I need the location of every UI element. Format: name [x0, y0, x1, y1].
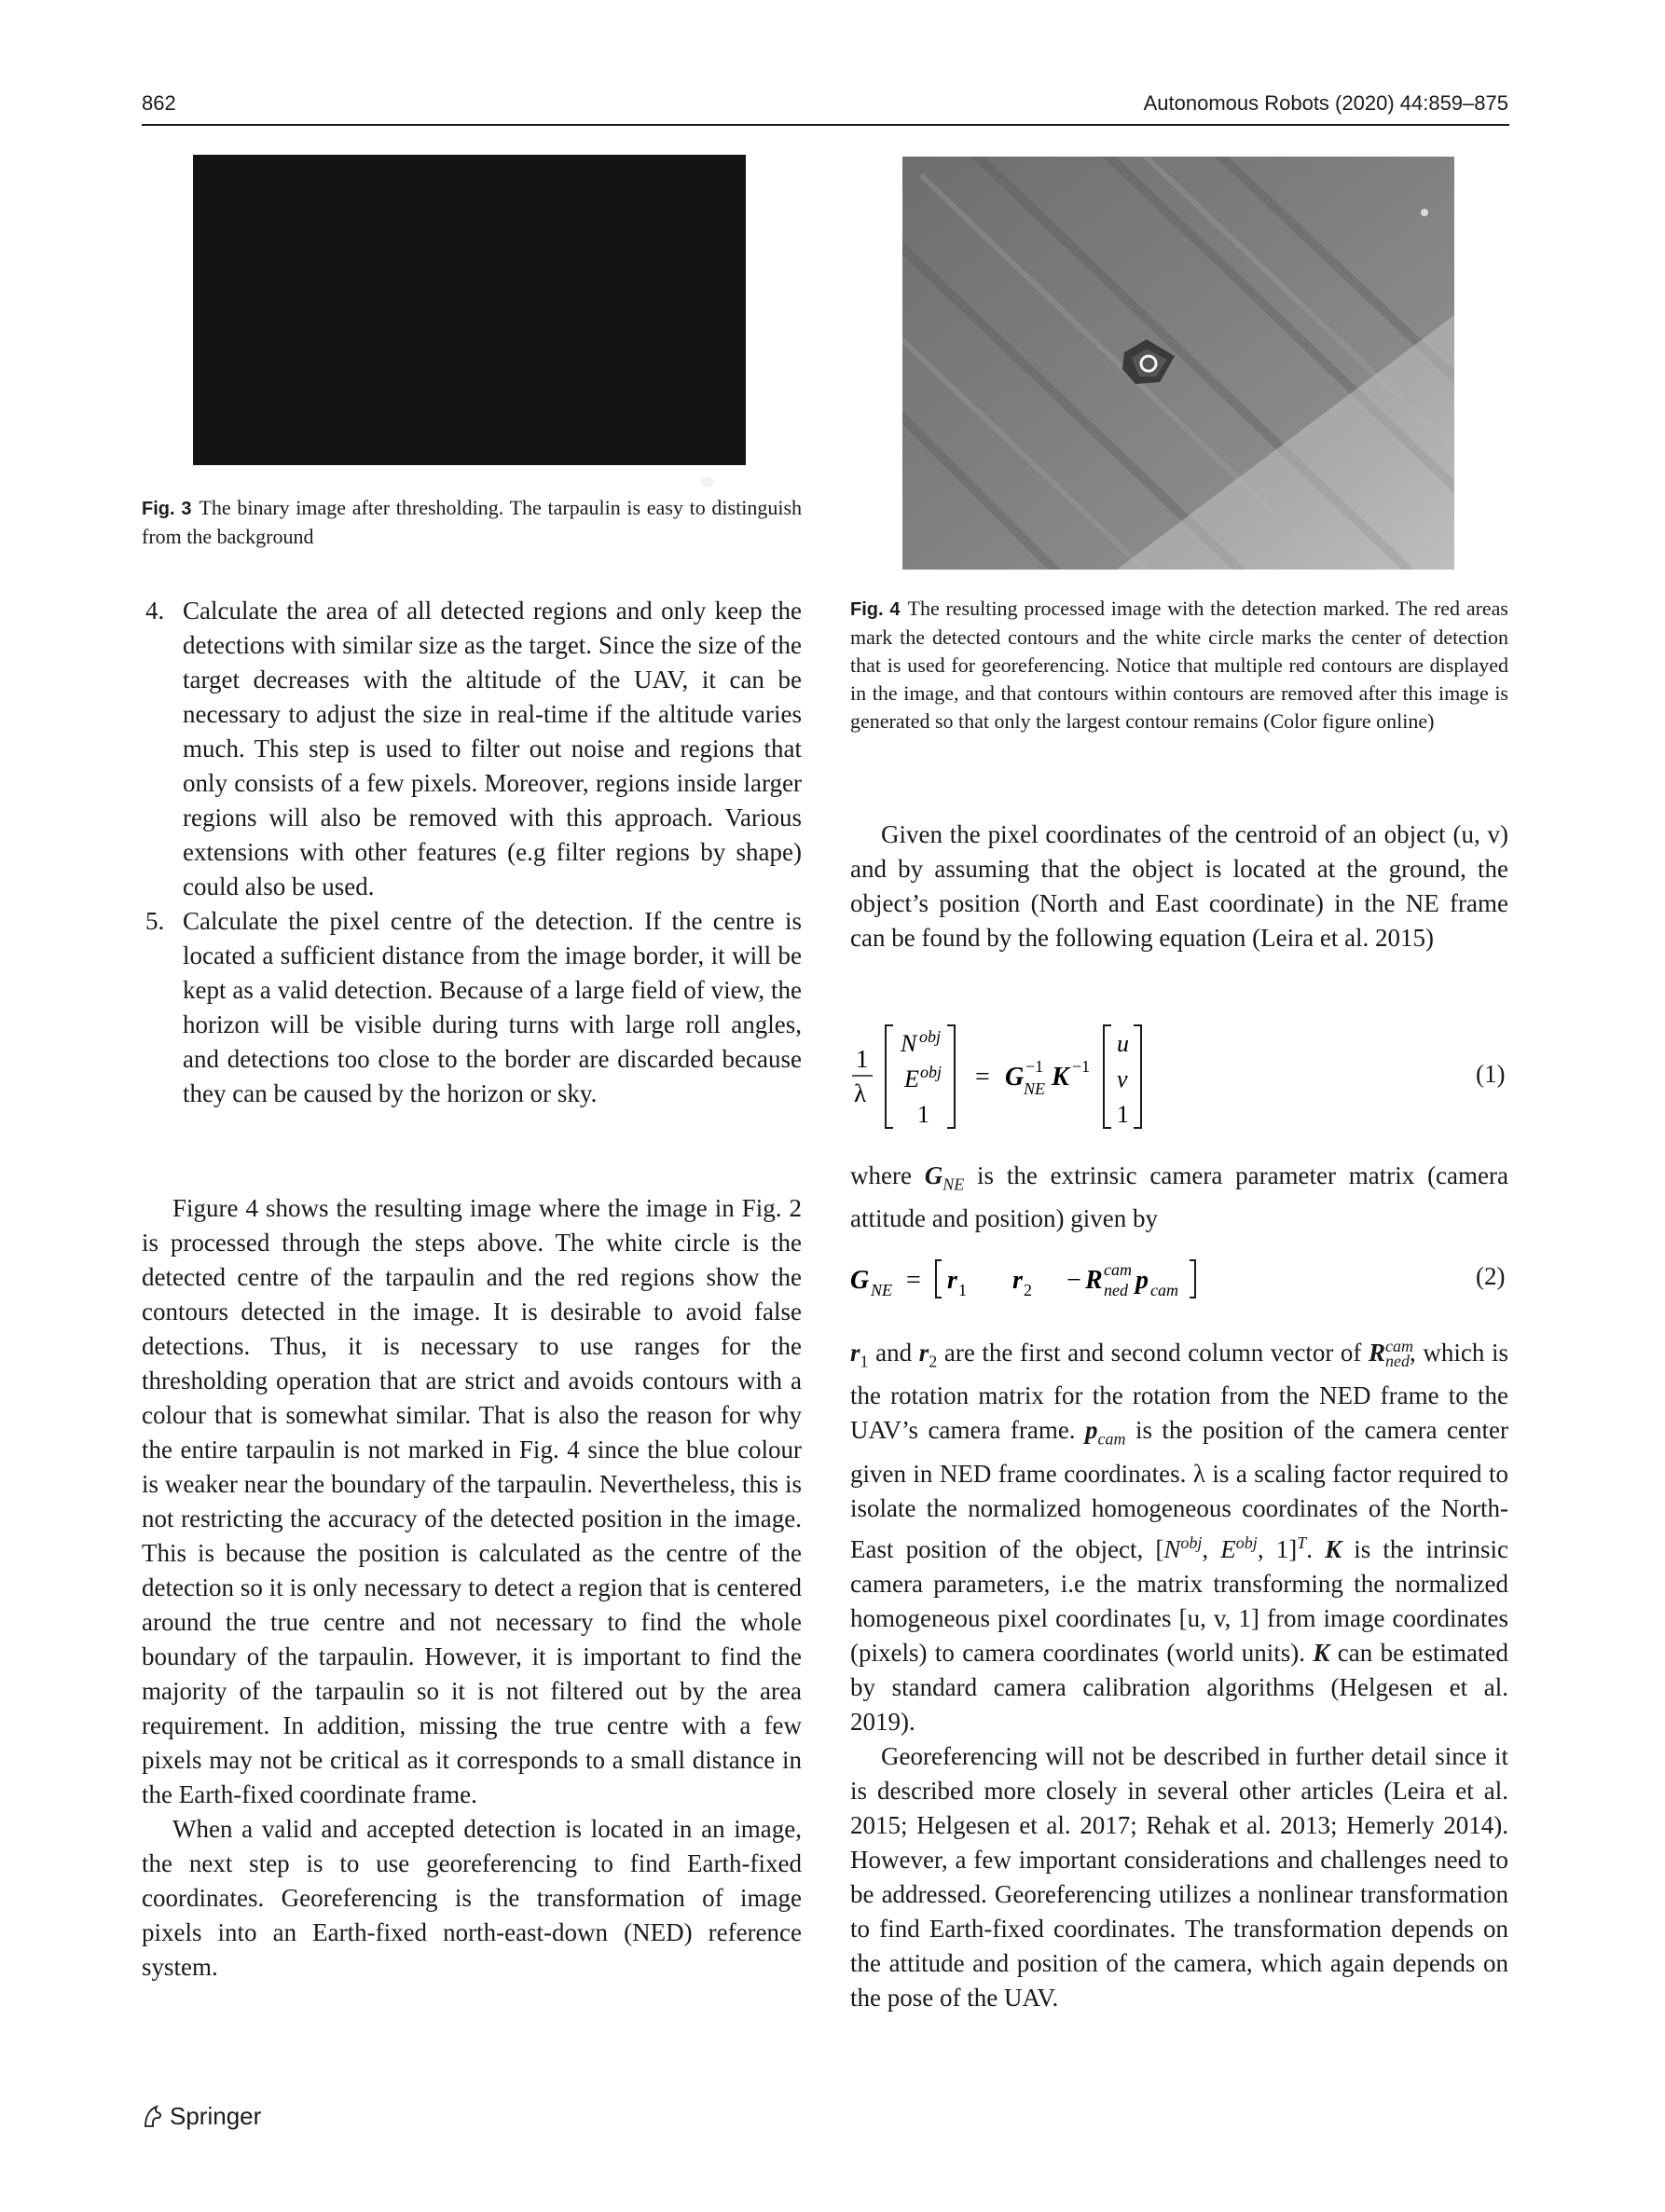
list-item-number: 4.	[145, 597, 165, 625]
right-body-text-2	[850, 1159, 1508, 1236]
figure-4-caption	[850, 595, 1508, 735]
svg-text:cam: cam	[1104, 1260, 1132, 1279]
text-run: is the position of the camera center given in NED frame coordinates. λ is a scaling factor required to isolate the normalized homogeneous coordinates of the North-East position of the object,	[850, 1416, 1508, 1563]
springer-horse-icon	[142, 2104, 164, 2128]
list-item-text: Calculate the area of all detected regions and only keep the detections with similar size as the target. Since the size of the target decreases with the altitude of the UAV, it can be necessary to adjust the size in real-time if the altitude varies much. This step is used to filter out noise and regions that only consists of a few pixels. Moreover, regions inside larger regions will also be removed with this approach. Various extensions with other features (e.g filter regions by shape) could also be used.	[183, 597, 802, 900]
equation-1	[850, 1016, 1372, 1137]
detected-blob	[700, 475, 715, 488]
svg-text:NE: NE	[1024, 1079, 1046, 1098]
figure-3-caption	[142, 494, 802, 551]
svg-text:u: u	[1117, 1030, 1129, 1057]
svg-text:G: G	[850, 1266, 870, 1295]
figure-3-caption-text: The binary image after thresholding. The tarpaulin is easy to distinguish from the background	[142, 496, 803, 548]
text-run: is the intrinsic camera parameters, i.e the matrix transforming the normalized homogeneous pixel coordinates [u, v, 1] from image coordinates (pixels) to camera coordinates (world units).	[850, 1534, 1509, 1667]
svg-text:=: =	[906, 1266, 921, 1295]
svg-text:ned: ned	[1104, 1281, 1128, 1299]
list-item	[142, 594, 802, 904]
svg-text:obj: obj	[919, 1027, 942, 1046]
svg-text:1: 1	[917, 1101, 929, 1128]
paragraph: Figure 4 shows the resulting image where the image in Fig. 2 is processed through the steps above. The white circle is the detected centre of the tarpaulin and the red regions show the contours detected in the image. It is desirable to avoid false detections. Thus, it is necessary to use ranges for the thresholding operation that are strict and avoids contours with a colour that is somewhat similar. That is also the reason for why the entire tarpaulin is not marked in Fig. 4 since the blue colour is weaker near the boundary of the tarpaulin. Nevertheless, this is not restricting the accuracy of the detected position in the image. This is because the position is calculated as the centre of the detection so it is only necessary to detect a region that is centered around the true centre and not necessary to find the whole boundary of the tarpaulin. However, it is important to find the majority of the tarpaulin so it is not filtered out by the area requirement. In addition, missing the true centre with a few pixels may not be critical as it corresponds to a small distance in the Earth-fixed coordinate frame.	[142, 1194, 802, 1808]
svg-text:−1: −1	[1072, 1057, 1091, 1076]
paragraph: Given the pixel coordinates of the centroid of an object (u, v) and by assuming that the object is located at the ground, the object’s position (North and East coordinate) in the NE frame can be found by the following equation (Leira et al. 2015)	[850, 820, 1508, 952]
svg-text:−1: −1	[1025, 1057, 1044, 1076]
publisher-name: Springer	[170, 2102, 262, 2130]
svg-text:=: =	[975, 1063, 990, 1092]
right-body-text-3	[850, 1329, 1508, 2015]
svg-text:R: R	[1085, 1266, 1103, 1295]
list-item	[142, 904, 802, 1111]
equation-1-number: (1)	[1476, 1060, 1506, 1088]
left-body-text	[142, 1191, 802, 1985]
svg-text:1: 1	[856, 1045, 869, 1073]
svg-text:2: 2	[1024, 1281, 1032, 1299]
list-item-text: Calculate the pixel centre of the detection. If the centre is located a sufficient distance from the image border, it will be kept as a valid detection. Because of a large field of view, the horizon will be visible during turns with large roll angles, and detections too close to the border are discarded because they can be caused by the horizon or sky.	[183, 907, 802, 1107]
figure-3-binary-image	[193, 155, 746, 465]
right-body-text-1	[850, 817, 1508, 955]
paragraph: $r_1$ and $r_2$ are the first and second column vector of $R^{cam}_{ned}$, which is the rotation matrix for the rotation from the NED frame to the UAV’s camera frame. $p_{cam}$ is the position of the camera center given in NED frame coordinates. λ is a scaling factor required to isolate the normalized homogeneous coordinates of the North-East position of the object, [$N^{obj}$, $E^{obj}$, 1]$^T$. K is the intrinsic camera parameters, i.e the matrix transforming the normalized homogeneous pixel coordinates [u, v, 1] from image coordinates (pixels) to camera coordinates (world units). K can be estimated by standard camera calibration algorithms (Helgesen et al. 2019).	[850, 1337, 1509, 1736]
svg-text:obj: obj	[920, 1063, 943, 1081]
paragraph: where $G_{NE}$ is the extrinsic camera parameter matrix (camera attitude and position) given by	[850, 1161, 1508, 1233]
svg-text:r: r	[947, 1266, 957, 1295]
svg-text:K: K	[1052, 1063, 1069, 1092]
text-run: is the extrinsic camera parameter matrix (camera attitude and position) given by	[850, 1161, 1508, 1233]
figure-4-label: Fig. 4	[850, 599, 901, 620]
procedure-list	[142, 594, 802, 1111]
text-run: are the first and second column vector of	[937, 1339, 1369, 1367]
equation-2-number: (2)	[1476, 1262, 1506, 1290]
svg-text:λ: λ	[854, 1079, 867, 1107]
figure-4-processed-image	[902, 157, 1454, 570]
svg-text:1: 1	[1117, 1101, 1129, 1128]
list-item-number: 5.	[145, 907, 165, 935]
svg-text:G: G	[1005, 1063, 1025, 1092]
publisher-logo	[142, 2102, 261, 2131]
equation-2	[850, 1251, 1316, 1307]
svg-text:N: N	[901, 1030, 917, 1057]
text-run: can be estimated by standard camera calibration algorithms (Helgesen et al. 2019).	[850, 1638, 1508, 1736]
paragraph: When a valid and accepted detection is located in an image, the next step is to use georeferencing to find Earth-fixed coordinates. Georeferencing is the transformation of image pixels into an Earth-fixed north-east-down (NED) reference system.	[142, 1815, 802, 1981]
svg-text:p: p	[1135, 1266, 1149, 1295]
text-run: where	[850, 1161, 925, 1189]
paragraph: Georeferencing will not be described in further detail since it is described more closely in several other articles (Leira et al. 2015; Helgesen et al. 2017; Rehak et al. 2013; Hemerly 2014). However, a few important considerations and challenges need to be addressed. Georeferencing utilizes a nonlinear transformation to find Earth-fixed coordinates. The transformation depends on the attitude and position of the camera, which again depends on the pose of the UAV.	[850, 1741, 1508, 2012]
page-number: 862	[142, 91, 176, 115]
figure-4-caption-text: The resulting processed image with the detection marked. The red areas mark the detected contours and the white circle marks the center of detection that is used for georeferencing. Notice that multiple red contours are displayed in the image, and that contours within contours are removed after this image is generated so that only the largest contour remains (Color figure online)	[850, 597, 1508, 733]
svg-text:cam: cam	[1150, 1281, 1178, 1299]
svg-text:1: 1	[958, 1281, 967, 1299]
figure-3-label: Fig. 3	[142, 499, 192, 519]
header-rule	[142, 124, 1509, 126]
svg-text:NE: NE	[871, 1281, 893, 1299]
svg-text:−: −	[1066, 1266, 1081, 1295]
journal-reference: Autonomous Robots (2020) 44:859–875	[1143, 91, 1508, 115]
svg-text:E: E	[904, 1065, 919, 1092]
svg-text:r: r	[1012, 1266, 1023, 1295]
svg-text:v: v	[1117, 1065, 1128, 1092]
text-run: , which is the rotation matrix for the rotation from the NED frame to the UAV’s camera frame.	[850, 1339, 1509, 1445]
